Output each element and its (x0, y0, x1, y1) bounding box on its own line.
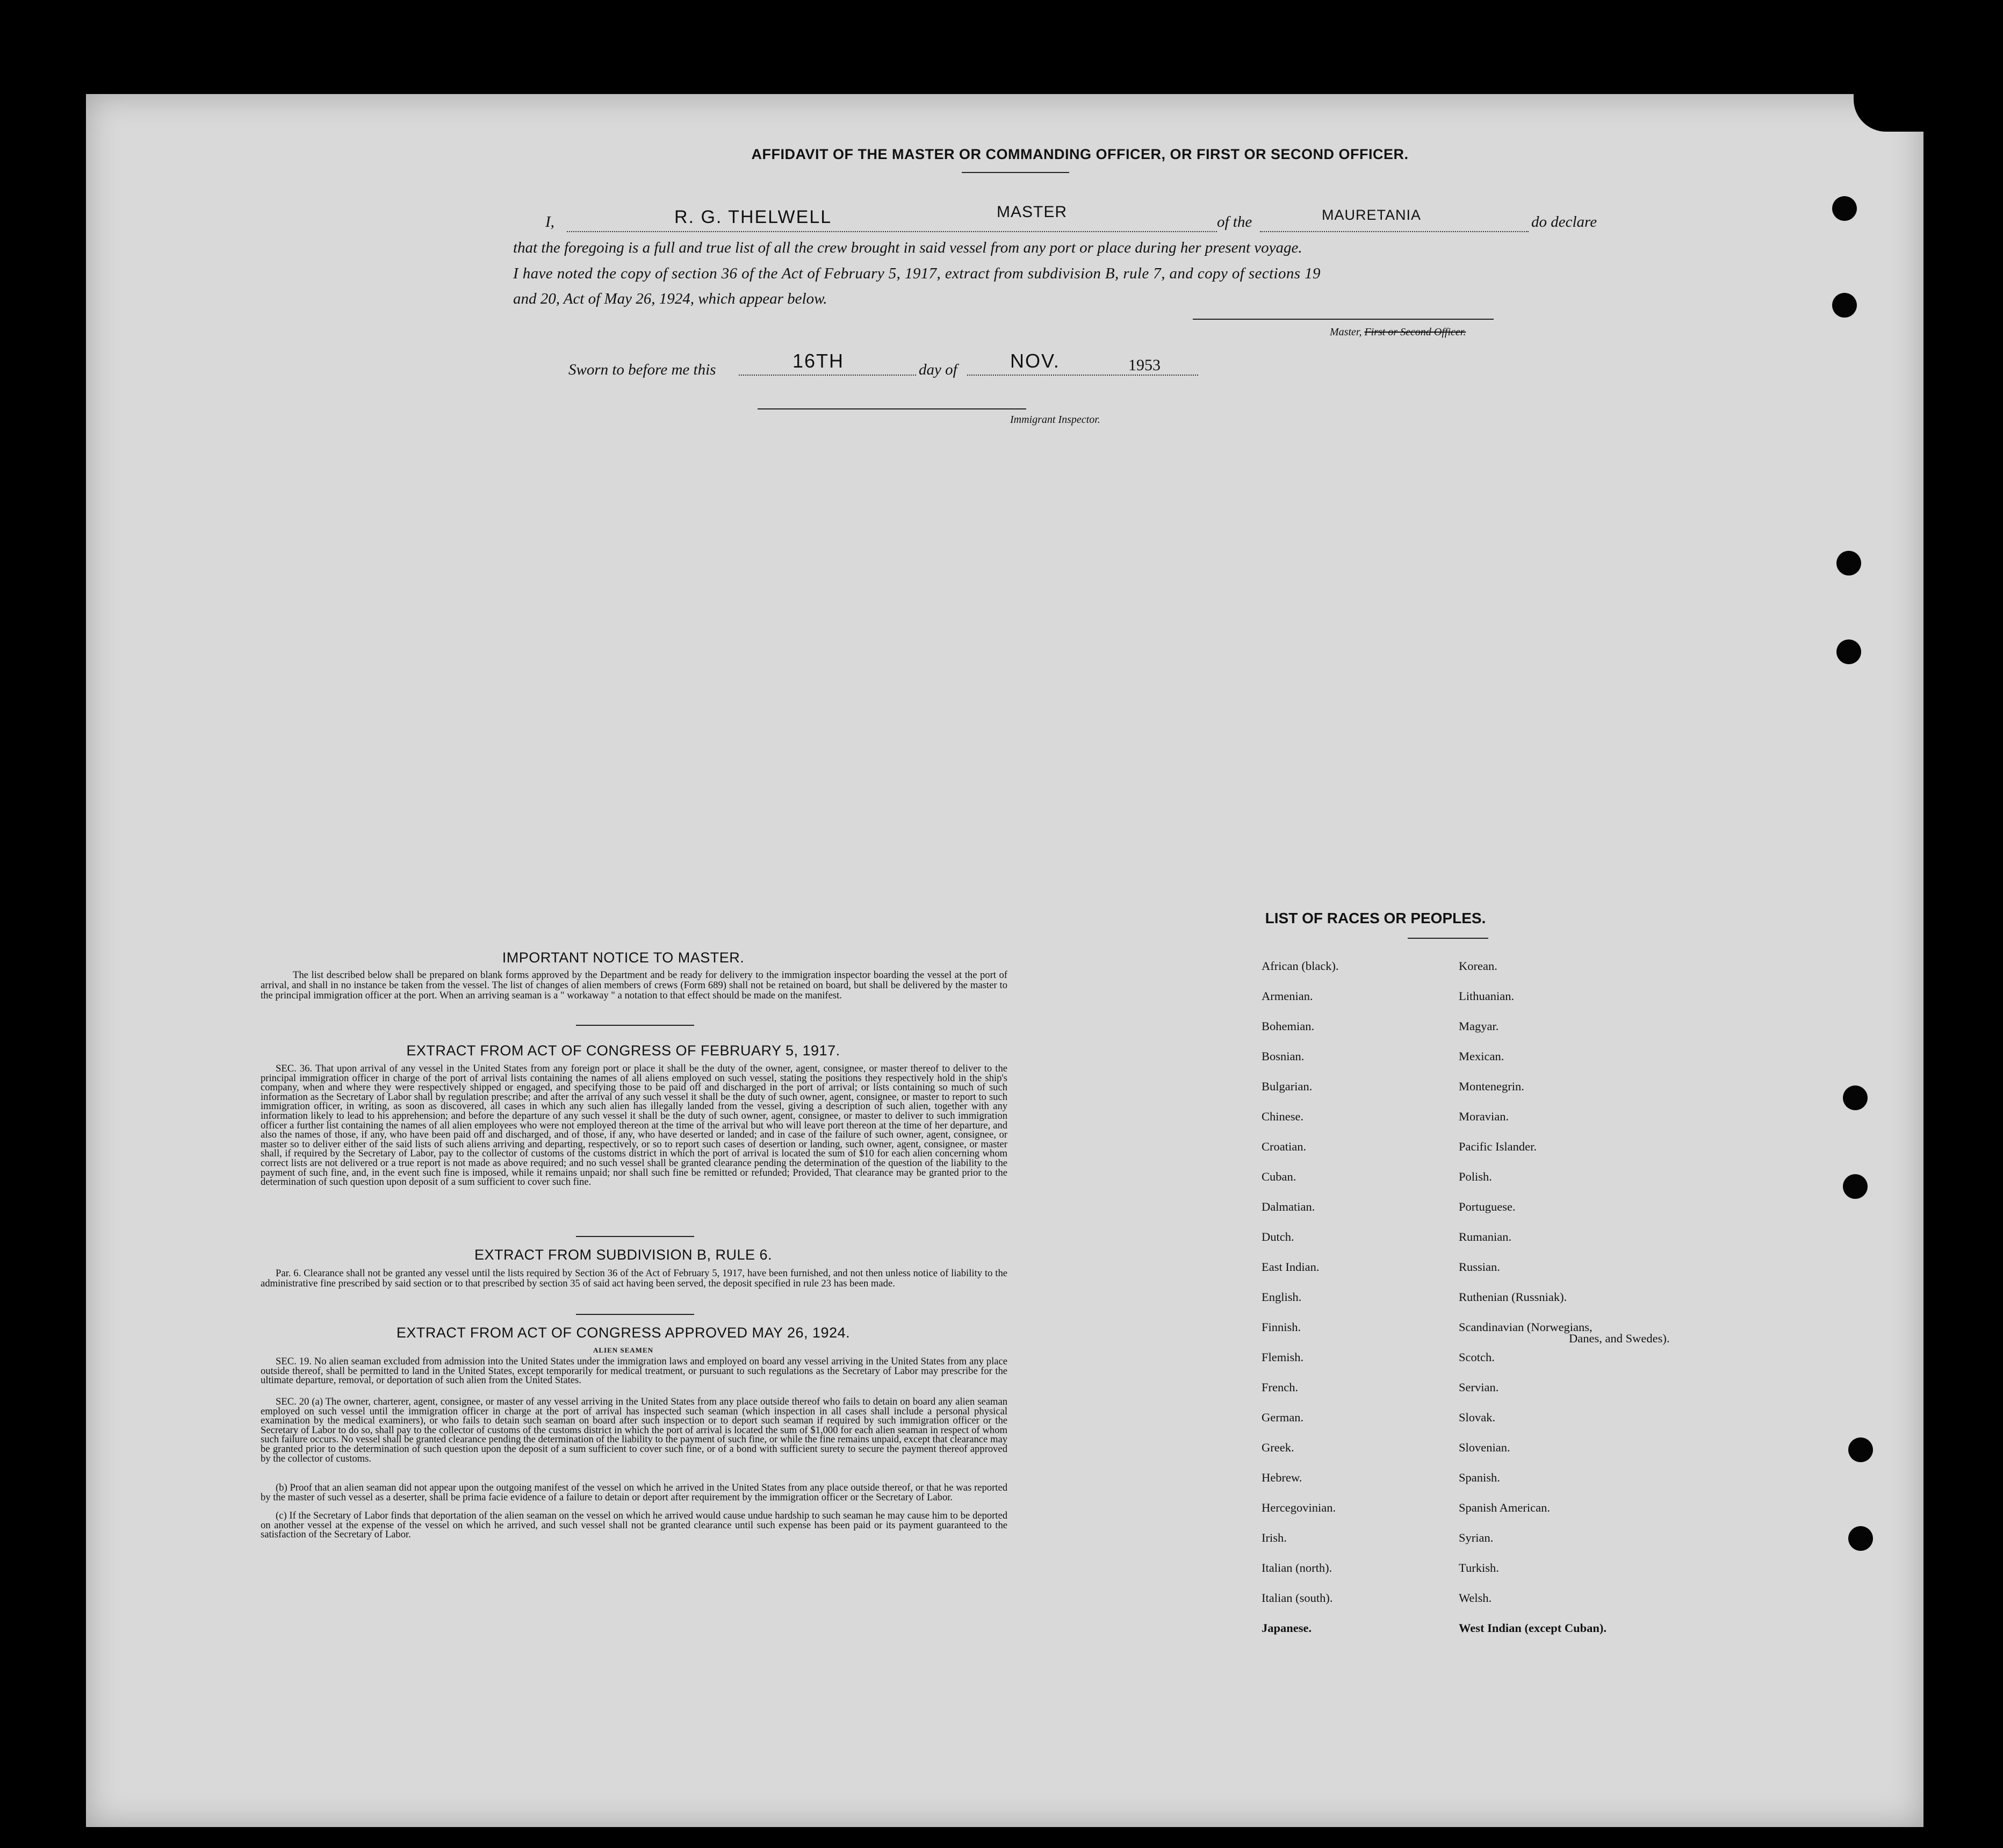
race-item: Russian. (1459, 1260, 1500, 1274)
punch-hole (1848, 1526, 1873, 1551)
section-divider (576, 1236, 694, 1237)
notice-title: IMPORTANT NOTICE TO MASTER. (502, 950, 745, 966)
declaration-line-4: and 20, Act of May 26, 1924, which appear below. (513, 290, 827, 307)
declaration-line-2: that the foregoing is a full and true list of all the crew brought in said vessel from any port or place during her present voyage. (513, 239, 1302, 256)
race-item: Syrian. (1459, 1531, 1494, 1544)
race-item: English. (1262, 1290, 1302, 1304)
race-item: Welsh. (1459, 1591, 1492, 1605)
race-item: Croatian. (1262, 1140, 1307, 1153)
race-item: Rumanian. (1459, 1230, 1512, 1243)
torn-corner (1854, 94, 1923, 132)
name-fill-line (567, 231, 1217, 232)
race-item: Japanese. (1262, 1621, 1312, 1635)
punch-hole (1832, 196, 1857, 221)
punch-hole (1836, 639, 1861, 664)
day-fill-line (739, 375, 916, 376)
rank-handwritten: MASTER (997, 203, 1068, 221)
extract-1917-text: SEC. 36. That upon arrival of any vessel in the United States from any foreign port or place it shall be the duty of the owner, agent, consignee, or master thereof to deliver to the principal immigration officer in charge of the port of arrival lists containing the names of all aliens employed on such vessel, stating the positions they respectively hold in the ship's company, when and where they were respectively shipped or engaged, and specifying those to be paid off and discharged in the port of arrival; or lists containing so much of such information as the Secretary of Labor shall by regulation prescribe; and after the arrival of any such vessel it shall be the duty of such owner, agent, consignee, or master to report to such immigration officer, in writing, as soon as discovered, all cases in which any such alien has illegally landed from the vessel, giving a description of such alien, together with any information likely to lead to his apprehension; and before the departure of any such vessel it shall be the duty of such owner, agent, consignee, or master to deliver to such immigration officer a further list containing the names of all alien employees who were not employed thereon at the time of the arrival but who will leave port thereon at the time of her departure, and also the names of those, if any, who have been paid off and discharged, and of those, if any, who have deserted or landed; and in case of the failure of such owner, agent, consignee, or master so to deliver either of the said lists of such aliens arriving and departing, respectively, or so to report such cases of desertion or landing, such owner, agent, consignee, or master shall, if required by the Secretary of Labor, pay to the collector of customs of the customs district in which the port of arrival is located the sum of $10 for each alien concerning whom correct lists are not delivered or a true report is not made as above required; and no such vessel shall be granted clearance pending the determination of the question of the liability to the payment of such fine, and, in the event such fine is imposed, while it remains unpaid; nor shall such fine be remitted or refunded; Provided, That clearance may be granted prior to the determination of such question upon deposit of a sum sufficient to cover such fine. (261, 1063, 1007, 1188)
punch-hole (1843, 1085, 1868, 1110)
races-title: LIST OF RACES OR PEOPLES. (1265, 910, 1486, 926)
extract-1917-title: EXTRACT FROM ACT OF CONGRESS OF FEBRUARY 5, 1917. (406, 1042, 840, 1059)
race-item: Polish. (1459, 1170, 1492, 1183)
race-item: Flemish. (1262, 1350, 1304, 1364)
declaration-line-3: I have noted the copy of section 36 of the Act of February 5, 1917, extract from subdivision B, rule 7, and copy of sections 19 (513, 265, 1321, 282)
race-item: Cuban. (1262, 1170, 1296, 1183)
race-item: Magyar. (1459, 1019, 1499, 1033)
notice-text: The list described below shall be prepared on blank forms approved by the Department and be ready for delivery to the immigration inspector boarding the vessel at the port of arrival, and shall in no instance be taken from the vessel. The list of changes of alien members of crews (Form 689) shall not be retained on board, but shall be delivered by the master to the principal immigration officer at the port. When an arriving seaman is a " workaway " a notation to that effect should be made on the manifest. (261, 969, 1007, 1002)
signature-caption (1330, 326, 1466, 339)
extract-1924-sec20a: SEC. 20 (a) The owner, charterer, agent, consignee, or master of any vessel arriving in the United States from any place outside thereof who fails to detain on board any alien seaman employed on such vessel until the immigration officer in charge at the port of arrival has inspected such seaman (which inspection in all cases shall include a personal physical examination by the medical examiners), or who fails to detain such seaman on board after such inspection or to deport such seaman if required by such immigration officer or the Secretary of Labor to do so, shall pay to the collector of customs of the customs district in which the port of arrival is located the sum of $1,000 for each alien seaman in respect of whom such failure occurs. No vessel shall be granted clearance pending the determination of the liability to the payment of such fine, or while the fine remains unpaid, except that clearance may be granted prior to the determination of such question upon the deposit of a sum sufficient to cover such fine, or of a bond with sufficient surety to secure the payment thereof approved by the collector of customs. (261, 1396, 1007, 1464)
extract-1924-subtitle: ALIEN SEAMEN (593, 1346, 654, 1354)
extract-rule6-title: EXTRACT FROM SUBDIVISION B, RULE 6. (474, 1247, 773, 1263)
race-item: Hebrew. (1262, 1471, 1302, 1484)
do-declare-label: do declare (1531, 213, 1597, 231)
race-item: Scotch. (1459, 1350, 1495, 1364)
inspector-caption: Immigrant Inspector. (1010, 414, 1100, 426)
sworn-year: 1953 (1128, 356, 1161, 374)
race-item: Portuguese. (1459, 1200, 1516, 1213)
section-divider (576, 1025, 694, 1026)
signature-caption-struck: First or Second Officer. (1364, 326, 1466, 338)
race-item: Slovenian. (1459, 1441, 1510, 1454)
race-item: French. (1262, 1380, 1299, 1394)
race-item-continuation: Danes, and Swedes). (1569, 1332, 1670, 1345)
race-item: Bohemian. (1262, 1019, 1315, 1033)
month-fill-line (967, 375, 1198, 376)
race-item: African (black). (1262, 959, 1339, 973)
extract-1924-sec20c: (c) If the Secretary of Labor finds that deportation of the alien seaman on the vessel on which he arrived would cause undue hardship to such seaman he may cause him to be deported on another vessel at the expense of the vessel on which he arrived, and such vessel shall not be granted clearance until such expense has been paid or its payment guaranteed to the satisfaction of the Secretary of Labor. (261, 1510, 1007, 1541)
race-item: Spanish. (1459, 1471, 1500, 1484)
race-item: Dalmatian. (1262, 1200, 1315, 1213)
vessel-fill-line (1260, 231, 1529, 232)
extract-1924-sec19: SEC. 19. No alien seaman excluded from admission into the United States under the immigration laws and employed on board any vessel arriving in the United States from any place outside thereof, shall be permitted to land in the United States, except temporarily for medical treatment, or pursuant to such regulations as the Secretary of Labor may prescribe for the ultimate departure, removal, or deportation of such alien from the United States. (261, 1356, 1007, 1386)
vessel-name-typed: MAURETANIA (1322, 207, 1422, 223)
punch-hole (1832, 293, 1857, 318)
race-item: Finnish. (1262, 1320, 1301, 1334)
race-item: Korean. (1459, 959, 1497, 973)
punch-hole (1848, 1437, 1873, 1462)
races-title-rule (1408, 938, 1488, 939)
master-signature-line (1193, 319, 1494, 320)
affidavit-title: AFFIDAVIT OF THE MASTER OR COMMANDING OFFICER, OR FIRST OR SECOND OFFICER. (751, 146, 1409, 162)
race-item: Dutch. (1262, 1230, 1294, 1243)
race-item: Spanish American. (1459, 1501, 1550, 1514)
race-item: Bulgarian. (1262, 1080, 1313, 1093)
extract-1924-sec20b: (b) Proof that an alien seaman did not appear upon the outgoing manifest of the vessel on which he arrived in the United States from any place outside thereof, or that he was reported by the master of such vessel as a deserter, shall be prima facie evidence of a failure to detain or deport after requirement by the immigration officer or the Secretary of Labor. (261, 1482, 1007, 1503)
sworn-month-handwritten: NOV. (1010, 350, 1060, 372)
title-rule (962, 172, 1069, 173)
day-of-label: day of (919, 361, 957, 378)
master-name-handwritten: R. G. THELWELL (674, 207, 832, 227)
race-item: Greek. (1262, 1441, 1294, 1454)
race-item: Pacific Islander. (1459, 1140, 1537, 1153)
extract-rule6-text: Par. 6. Clearance shall not be granted any vessel until the lists required by Section 36 of the Act of February 5, 1917, have been furnished, and not then unless notice of liability to the administrative fine prescribed by said section or to that prescribed by section 35 of said act having been served, the deposit specified in rule 23 has been made. (261, 1268, 1007, 1290)
inspector-signature-line (758, 408, 1026, 409)
punch-hole (1836, 551, 1861, 576)
race-item: West Indian (except Cuban). (1459, 1621, 1607, 1635)
race-item: Chinese. (1262, 1110, 1304, 1123)
race-item: Lithuanian. (1459, 989, 1515, 1003)
race-item: Ruthenian (Russniak). (1459, 1290, 1567, 1304)
race-item: Mexican. (1459, 1049, 1504, 1063)
race-item: Irish. (1262, 1531, 1287, 1544)
sworn-label: Sworn to before me this (568, 361, 716, 378)
race-item: Hercegovinian. (1262, 1501, 1336, 1514)
race-item: Italian (south). (1262, 1591, 1333, 1605)
section-divider (576, 1314, 694, 1315)
race-item: Turkish. (1459, 1561, 1499, 1574)
document-page (86, 94, 1923, 1827)
extract-1924-title: EXTRACT FROM ACT OF CONGRESS APPROVED MAY 26, 1924. (396, 1325, 851, 1341)
punch-hole (1843, 1174, 1868, 1199)
race-item: Montenegrin. (1459, 1080, 1524, 1093)
race-item: German. (1262, 1411, 1304, 1424)
race-item: Italian (north). (1262, 1561, 1332, 1574)
race-item: Servian. (1459, 1380, 1499, 1394)
of-the-label: of the (1217, 213, 1252, 231)
race-item: Moravian. (1459, 1110, 1509, 1123)
race-item: Scandinavian (Norwegians, (1459, 1320, 1593, 1334)
race-item: Slovak. (1459, 1411, 1496, 1424)
declaration-i-label: I, (545, 213, 554, 231)
sworn-day-handwritten: 16TH (792, 350, 845, 372)
race-item: East Indian. (1262, 1260, 1320, 1274)
race-item: Armenian. (1262, 989, 1313, 1003)
signature-caption-master: Master, (1330, 326, 1362, 338)
race-item: Bosnian. (1262, 1049, 1305, 1063)
